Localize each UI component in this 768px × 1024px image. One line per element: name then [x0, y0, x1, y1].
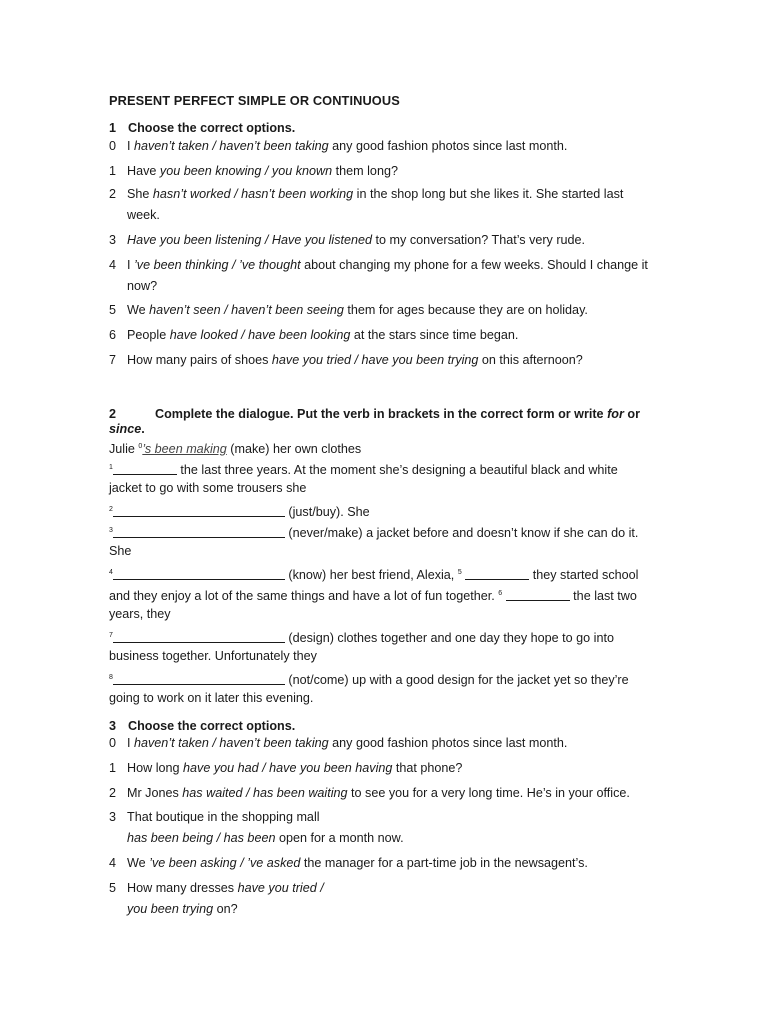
item-text: to my conversation? That’s very rude.	[372, 233, 586, 247]
s1-item-4	[109, 255, 669, 297]
item-text: How long	[127, 761, 184, 775]
item-text: She	[127, 187, 153, 201]
item-options: hasn’t worked / hasn’t been working	[152, 187, 354, 201]
gap-1-blank[interactable]	[113, 462, 177, 475]
s1-item-2	[109, 184, 669, 226]
dialogue-line-1b: jacket to go with some trousers she	[109, 481, 307, 495]
s1-item-5	[109, 300, 669, 321]
gap-5-blank[interactable]	[465, 567, 529, 580]
s3-item-2	[109, 783, 669, 804]
dialogue-line-8b: going to work on it later this evening.	[109, 691, 314, 705]
section1-number: 1	[109, 121, 117, 135]
s1-item-6	[109, 325, 669, 346]
gap-number: 4	[109, 569, 113, 576]
item-options: you been trying	[127, 902, 214, 916]
gap-3-blank[interactable]	[113, 525, 285, 538]
dialogue-text: they started school	[529, 568, 639, 582]
dialogue-line-3b: She	[109, 544, 132, 558]
item-text: That boutique in the shopping mall	[127, 810, 320, 824]
item-text: in the shop long but she likes it. She started last week.	[127, 187, 624, 222]
item-text: open for a month now.	[275, 831, 404, 845]
item-number: 2	[109, 786, 117, 800]
item-text: at the stars since time began.	[350, 328, 519, 342]
dialogue-text: (design) clothes together and one day they hope to go into	[284, 631, 614, 645]
item-options: have you had / have you been having	[183, 761, 393, 775]
section2-heading-end: .	[141, 422, 145, 436]
dialogue-text: (know) her best friend, Alexia,	[284, 568, 458, 582]
section1-heading	[109, 121, 295, 135]
gap-number: 7	[109, 632, 113, 639]
item-number: 1	[109, 164, 117, 178]
item-text: that phone?	[392, 761, 463, 775]
gap-4-blank[interactable]	[113, 567, 285, 580]
page-title: PRESENT PERFECT SIMPLE OR CONTINUOUS	[109, 93, 400, 108]
item-number: 4	[109, 856, 117, 870]
item-options: Have you been listening / Have you listened	[127, 233, 373, 247]
section3-heading-text: Choose the correct options.	[128, 719, 296, 733]
item-text: Mr Jones	[127, 786, 183, 800]
item-text: them for ages because they are on holiday.	[343, 303, 588, 317]
item-text: any good fashion photos since last month.	[328, 139, 568, 153]
dialogue-text: and they enjoy a lot of the same things and have a lot of fun together.	[109, 589, 499, 603]
item-number: 4	[109, 258, 117, 272]
s3-item-5	[109, 878, 669, 920]
example-name: Julie	[109, 442, 135, 456]
gap-number: 0	[138, 443, 143, 450]
dialogue-text: the last three years. At the moment she’s designing a beautiful black and white	[176, 463, 618, 477]
item-options: have looked / have been looking	[169, 328, 351, 342]
dialogue-text: (make) her own clothes	[226, 442, 362, 456]
dialogue-line-7b: business together. Unfortunately they	[109, 649, 317, 663]
section2-heading-or: or	[623, 407, 640, 421]
section2-heading-for: for	[607, 407, 624, 421]
section2-heading-text: Complete the dialogue. Put the verb in brackets in the correct form or write	[155, 407, 608, 421]
gap-6-blank[interactable]	[506, 588, 570, 601]
dialogue-line-6b: years, they	[109, 607, 171, 621]
item-options: haven’t seen / haven’t been seeing	[149, 303, 344, 317]
item-number: 2	[109, 187, 117, 201]
item-text: them long?	[332, 164, 398, 178]
section3-number: 3	[109, 719, 117, 733]
gap-number: 6	[498, 590, 503, 597]
item-number: 3	[109, 810, 117, 824]
gap-number: 5	[457, 569, 462, 576]
item-text: the manager for a part-time job in the newsagent’s.	[300, 856, 588, 870]
gap-2-blank[interactable]	[113, 504, 285, 517]
item-number: 5	[109, 881, 117, 895]
gap-number: 2	[109, 506, 113, 513]
dialogue-text: (not/come) up with a good design for the jacket yet so they’re	[284, 673, 629, 687]
item-text: I	[127, 736, 134, 750]
item-text: We	[127, 303, 150, 317]
gap-7-blank[interactable]	[113, 630, 285, 643]
item-number: 6	[109, 328, 117, 342]
item-options: have you tried / have you been trying	[271, 353, 479, 367]
item-options: haven’t taken / haven’t been taking	[134, 736, 329, 750]
s3-item-1	[109, 758, 669, 779]
s1-item-3	[109, 230, 669, 251]
s3-item-0	[109, 733, 669, 754]
dialogue-text: the last two	[569, 589, 637, 603]
item-number: 7	[109, 353, 117, 367]
item-text: Have	[127, 164, 160, 178]
item-number: 3	[109, 233, 117, 247]
item-text: How many pairs of shoes	[127, 353, 272, 367]
item-text: about changing my phone for a few weeks. Should I change it now?	[127, 258, 648, 293]
dialogue-text: (never/make) a jacket before and doesn’t know if she can do it.	[284, 526, 639, 540]
s1-item-7	[109, 350, 669, 371]
item-text: We	[127, 856, 150, 870]
section2-number: 2	[109, 407, 117, 421]
s3-item-3	[109, 807, 669, 849]
gap-number: 1	[109, 464, 113, 471]
section2-heading-since: since	[109, 422, 142, 436]
section2-heading	[109, 407, 669, 437]
item-text: People	[127, 328, 170, 342]
section3-heading	[109, 719, 295, 733]
s1-item-0	[109, 136, 669, 157]
item-options: has waited / has been waiting	[182, 786, 348, 800]
item-options: ’ve been thinking / ’ve thought	[134, 258, 301, 272]
gap-8-blank[interactable]	[113, 672, 285, 685]
item-options: haven’t taken / haven’t been taking	[134, 139, 329, 153]
gap-number: 8	[109, 674, 113, 681]
item-text: to see you for a very long time. He’s in your office.	[347, 786, 630, 800]
item-text: How many dresses	[127, 881, 238, 895]
gap-number: 3	[109, 527, 113, 534]
item-number: 0	[109, 139, 117, 153]
item-number: 1	[109, 761, 117, 775]
item-text: I	[127, 258, 134, 272]
item-number: 0	[109, 736, 117, 750]
item-text: on?	[213, 902, 238, 916]
section1-heading-text: Choose the correct options.	[128, 121, 296, 135]
dialogue-text: (just/buy). She	[284, 505, 370, 519]
item-text: any good fashion photos since last month.	[328, 736, 568, 750]
item-text: I	[127, 139, 134, 153]
s3-item-4	[109, 853, 669, 874]
item-options: has been being / has been	[127, 831, 276, 845]
item-options: you been knowing / you known	[159, 164, 333, 178]
item-options: have you tried /	[237, 881, 324, 895]
s1-item-1	[109, 161, 669, 182]
item-number: 5	[109, 303, 117, 317]
example-answer: ’s been making	[142, 442, 227, 456]
item-options: ’ve been asking / ’ve asked	[149, 856, 301, 870]
item-text: on this afternoon?	[478, 353, 583, 367]
